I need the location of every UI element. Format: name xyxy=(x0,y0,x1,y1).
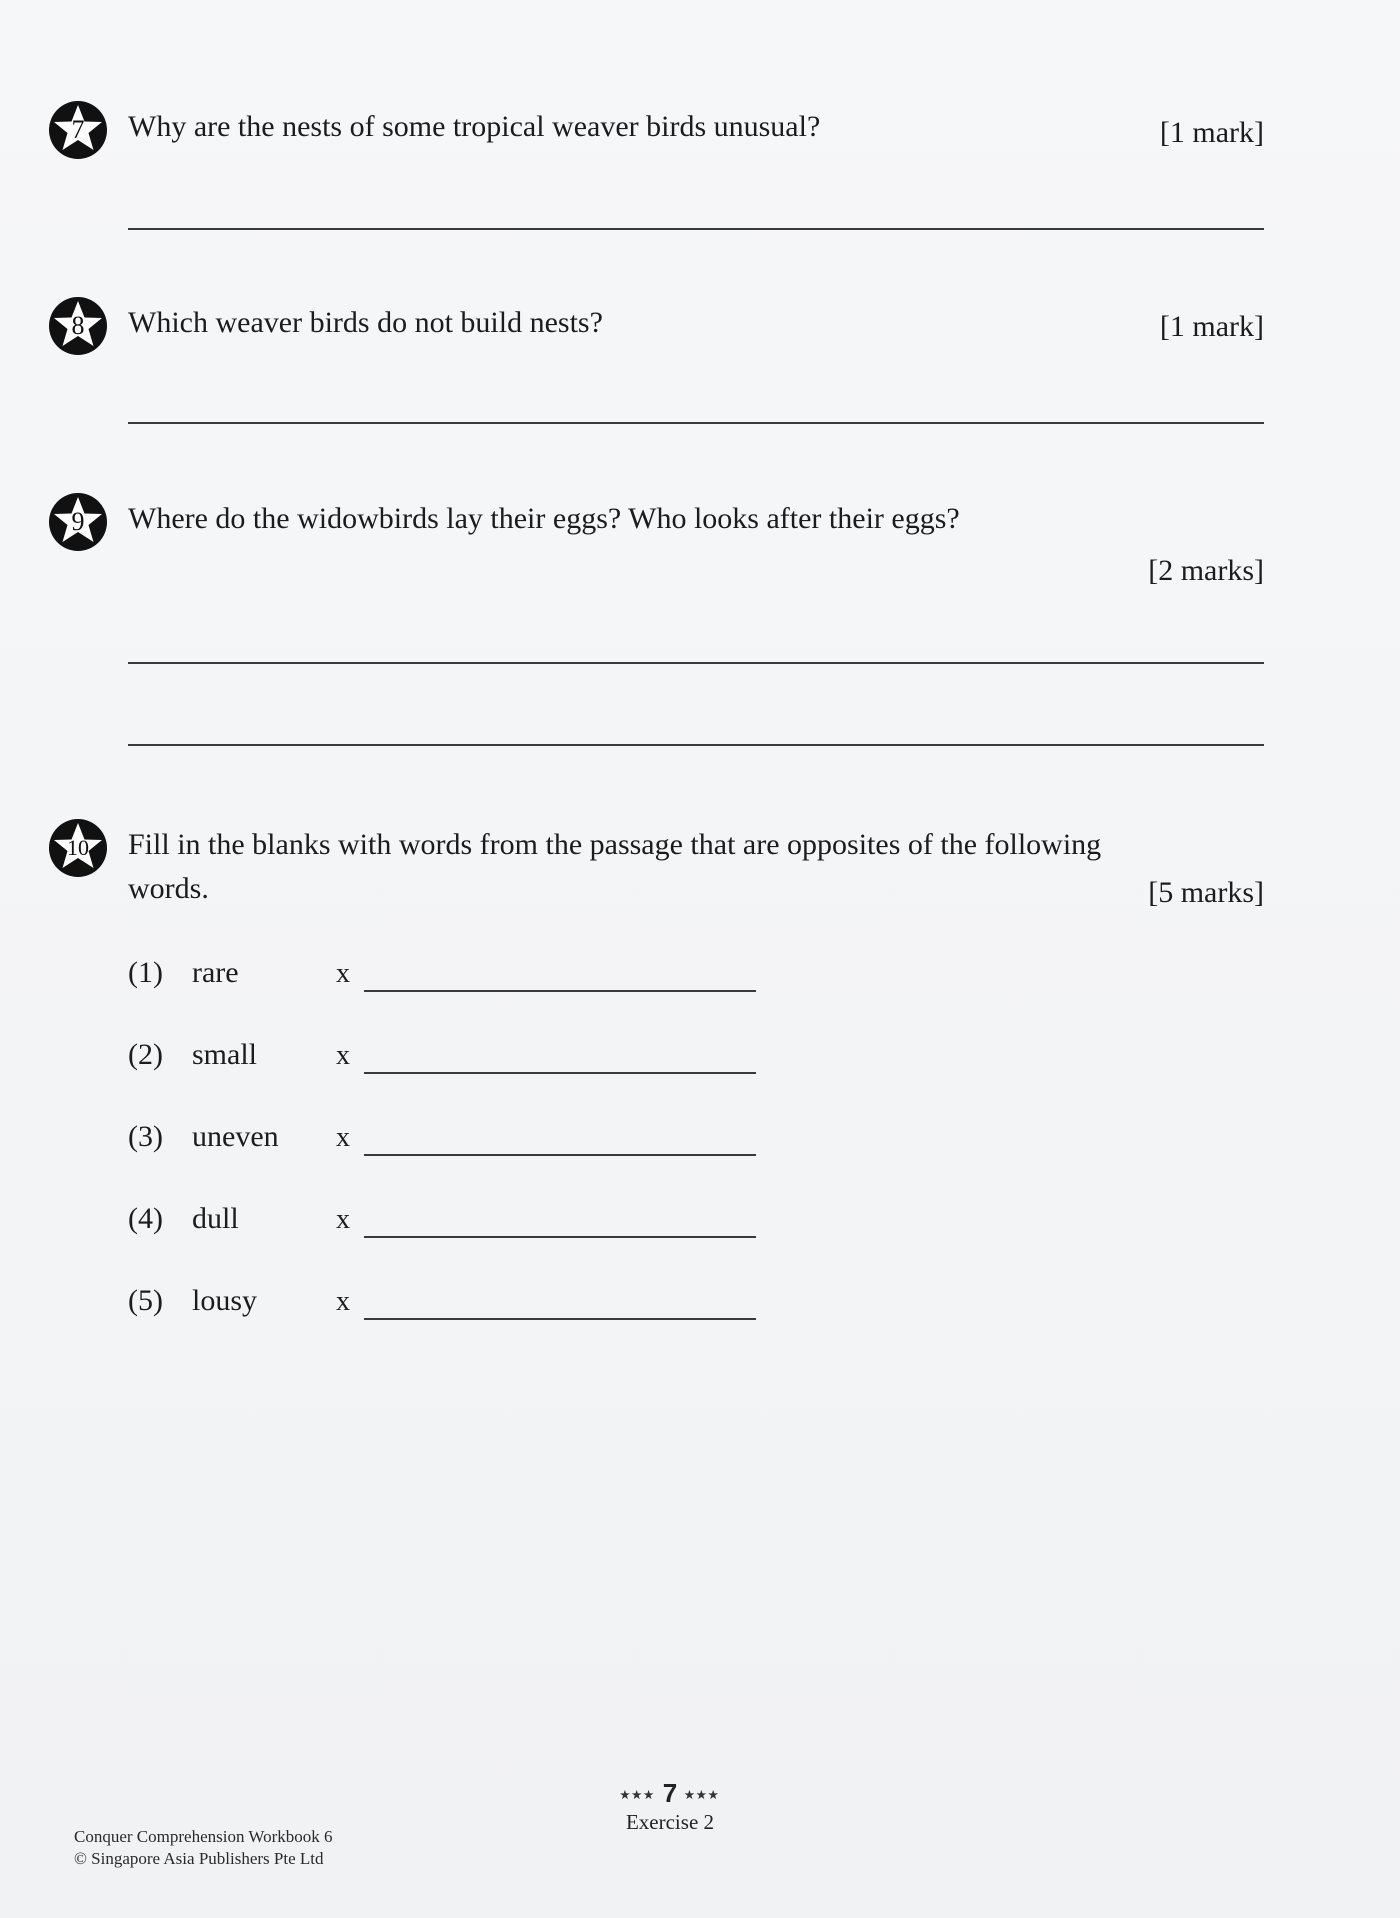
question-text-line-2: words. xyxy=(128,872,209,905)
answer-line-2[interactable] xyxy=(128,744,1264,746)
item-number: (2) xyxy=(128,1038,163,1071)
stars-right-icon: ★★★ xyxy=(684,1789,721,1802)
star-badge-icon xyxy=(48,100,108,160)
answer-blank[interactable] xyxy=(364,1072,756,1074)
marks-label: [1 mark] xyxy=(1159,310,1264,343)
book-title: Conquer Comprehension Workbook 6 xyxy=(74,1827,333,1846)
opposite-marker: x xyxy=(336,1204,350,1235)
answer-line[interactable] xyxy=(128,228,1264,230)
item-number: (4) xyxy=(128,1202,163,1235)
star-badge-icon xyxy=(48,492,108,552)
item-number: (3) xyxy=(128,1120,163,1153)
question-text: Where do the widowbirds lay their eggs? Who looks after their eggs? xyxy=(128,502,960,535)
opposite-marker: x xyxy=(336,958,350,989)
question-number: 8 xyxy=(71,311,85,340)
copyright-notice: © Singapore Asia Publishers Pte Ltd xyxy=(74,1849,324,1868)
opposite-marker: x xyxy=(336,1040,350,1071)
stars-left-icon: ★★★ xyxy=(619,1789,656,1802)
item-word: lousy xyxy=(192,1284,258,1317)
opposite-marker: x xyxy=(336,1286,350,1317)
answer-blank[interactable] xyxy=(364,1154,756,1156)
marks-label: [5 marks] xyxy=(1148,876,1264,909)
item-word: dull xyxy=(192,1202,239,1235)
exercise-label: Exercise 2 xyxy=(625,1810,715,1834)
item-word: rare xyxy=(192,956,239,989)
answer-blank[interactable] xyxy=(364,990,756,992)
question-text: Which weaver birds do not build nests? xyxy=(128,306,603,339)
answer-blank[interactable] xyxy=(364,1236,756,1238)
item-number: (1) xyxy=(128,956,163,989)
star-badge-icon xyxy=(48,818,108,878)
question-number: 9 xyxy=(71,507,85,536)
answer-line[interactable] xyxy=(128,422,1264,424)
question-number: 7 xyxy=(71,115,85,144)
question-number: 10 xyxy=(67,835,89,860)
question-text: Why are the nests of some tropical weaver birds unusual? xyxy=(128,110,821,143)
star-badge-icon xyxy=(48,296,108,356)
item-word: small xyxy=(192,1038,257,1071)
item-word: uneven xyxy=(192,1120,279,1153)
marks-label: [1 mark] xyxy=(1159,116,1264,149)
answer-blank[interactable] xyxy=(364,1318,756,1320)
page-number xyxy=(600,1778,740,1809)
item-number: (5) xyxy=(128,1284,163,1317)
footer-publisher xyxy=(74,1826,333,1870)
question-text-line-1: Fill in the blanks with words from the passage that are opposites of the following xyxy=(128,828,1102,861)
marks-label: [2 marks] xyxy=(1148,554,1264,587)
answer-line-1[interactable] xyxy=(128,662,1264,664)
opposite-marker: x xyxy=(336,1122,350,1153)
page-number-value: 7 xyxy=(662,1778,678,1808)
